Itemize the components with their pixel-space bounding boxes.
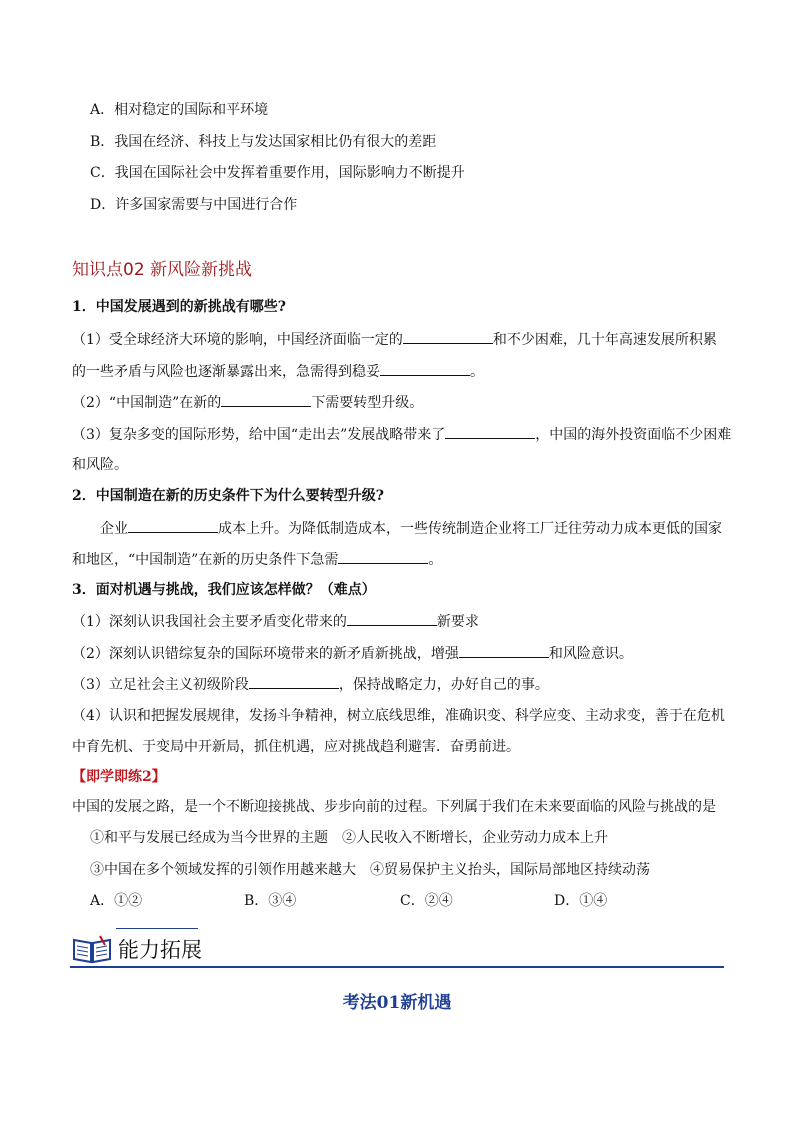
- text-span: 和风险意识。: [548, 646, 633, 662]
- q1-line-5: 和风险。: [72, 457, 128, 473]
- fill-blank[interactable]: [221, 392, 311, 407]
- choice-c[interactable]: C．②④: [400, 893, 453, 909]
- text-span: （1）深刻认识我国社会主要矛盾变化带来的: [72, 614, 347, 630]
- section-title: 知识点02 新风险新挑战: [72, 260, 253, 280]
- q1-line-2: [72, 361, 484, 382]
- kaofa-title: 考法01新机遇: [342, 993, 452, 1013]
- text-span: （2）深刻认识错综复杂的国际环境带来的新矛盾新挑战，增强: [72, 646, 459, 662]
- choice-b[interactable]: B．③④: [244, 893, 297, 909]
- q1-line-1: [72, 329, 717, 350]
- practice-choices: [0, 891, 794, 911]
- fill-blank[interactable]: [403, 329, 493, 344]
- fill-blank[interactable]: [249, 674, 339, 689]
- q3-line-1: [72, 611, 479, 632]
- banner-title: 能力拓展: [118, 938, 202, 962]
- choice-d[interactable]: D．①④: [554, 893, 608, 909]
- text-span: 。: [470, 364, 484, 380]
- fill-blank[interactable]: [347, 611, 437, 626]
- fill-blank[interactable]: [459, 643, 549, 658]
- text-span: 成本上升。为降低制造成本，一些传统制造企业将工厂迁往劳动力成本更低的国家: [218, 521, 722, 537]
- text-span: （1）受全球经济大环境的影响，中国经济面临一定的: [72, 332, 403, 348]
- q2-line-1: [100, 518, 722, 539]
- text-span: ，保持战略定力，办好自己的事。: [338, 677, 549, 693]
- practice-statement-1: ①和平与发展已经成为当今世界的主题 ②人民收入不断增长，企业劳动力成本上升: [90, 830, 608, 846]
- question-2-title: 2．中国制造在新的历史条件下为什么要转型升级?: [72, 488, 384, 504]
- q3-line-5: 中育先机、于变局中开新局，抓住机遇，应对挑战趋利避害．奋勇前进。: [72, 739, 520, 755]
- text-span: ，中国的海外投资面临不少困难: [535, 427, 732, 443]
- text-span: （2）“中国制造”在新的: [72, 395, 222, 411]
- text-span: （3）复杂多变的国际形势，给中国“走出去”发展战略带来了: [72, 427, 446, 443]
- text-span: 下需要转型升级。: [311, 395, 424, 411]
- option-b: B．我国在经济、科技上与发达国家相比仍有很大的差距: [90, 134, 437, 150]
- q1-line-3: [72, 392, 423, 413]
- banner-rule: [70, 966, 724, 968]
- text-span: （3）立足社会主义初级阶段: [72, 677, 249, 693]
- option-c: C．我国在国际社会中发挥着重要作用，国际影响力不断提升: [90, 165, 465, 181]
- open-book-icon: [72, 934, 112, 964]
- practice-stem: 中国的发展之路，是一个不断迎接挑战、步步向前的过程。下列属于我们在未来要面临的风险与挑战的是: [72, 799, 716, 815]
- q3-line-3: [72, 674, 549, 695]
- q3-line-4: （4）认识和把握发展规律，发扬斗争精神，树立底线思维，准确识变、科学应变、主动求变，善于在危机: [72, 708, 725, 724]
- ability-banner: [70, 928, 724, 968]
- text-span: 企业: [100, 521, 128, 537]
- choice-a[interactable]: A．①②: [90, 893, 143, 909]
- q1-line-4: [72, 424, 731, 445]
- fill-blank[interactable]: [338, 549, 428, 564]
- text-span: 新要求: [436, 614, 479, 630]
- practice-label: 【即学即练2】: [72, 769, 166, 785]
- text-span: 和地区，“中国制造”在新的历史条件下急需: [72, 552, 339, 568]
- fill-blank[interactable]: [128, 518, 218, 533]
- practice-statement-2: ③中国在多个领域发挥的引领作用越来越大 ④贸易保护主义抬头，国际局部地区持续动荡: [90, 862, 650, 878]
- question-3-title: 3．面对机遇与挑战，我们应该怎样做？（难点）: [72, 582, 376, 598]
- banner-top-rule: [116, 928, 198, 929]
- text-span: 的一些矛盾与风险也逐渐暴露出来，急需得到稳妥: [72, 364, 380, 380]
- q2-line-2: [72, 549, 442, 570]
- fill-blank[interactable]: [445, 424, 535, 439]
- text-span: 和不少困难，几十年高速发展所积累: [492, 332, 717, 348]
- text-span: 。: [428, 552, 443, 568]
- q3-line-2: [72, 643, 633, 664]
- question-1-title: 1．中国发展遇到的新挑战有哪些?: [72, 299, 286, 315]
- option-d: D．许多国家需要与中国进行合作: [90, 197, 298, 213]
- fill-blank[interactable]: [380, 361, 470, 376]
- option-a: A．相对稳定的国际和平环境: [90, 102, 269, 118]
